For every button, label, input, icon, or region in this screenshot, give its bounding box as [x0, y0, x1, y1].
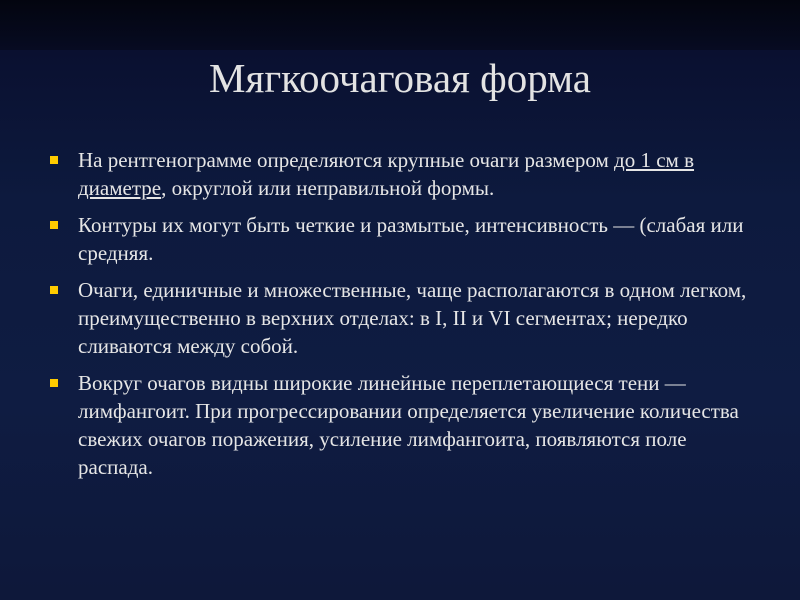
bullet-text-1-underlined: до 1 см в диаметре	[78, 148, 695, 200]
bullet-item-1	[46, 146, 756, 202]
bullet-item-3	[46, 276, 756, 360]
bullet-text-2: Контуры их могут быть четкие и размытые, интенсивность — (слабая или средняя.	[78, 213, 744, 265]
square-bullet-icon	[50, 221, 58, 229]
top-band	[0, 0, 800, 50]
bullet-text-3: Очаги, единичные и множественные, чаще располагаются в одном легком, преимущественно в верхних отделах: в I, II и VI сегментах; нередко сливаются между собой.	[78, 278, 747, 358]
square-bullet-icon	[50, 379, 58, 387]
bullet-item-2	[46, 211, 756, 267]
square-bullet-icon	[50, 286, 58, 294]
bullet-text-1-pre: На рентгенограмме определяются крупные очаги размером	[78, 148, 615, 172]
bullet-text-1-post: , округлой или неправильной формы.	[161, 176, 495, 200]
bullet-list	[46, 146, 760, 490]
slide-title: Мягкоочаговая форма	[209, 55, 591, 101]
bullet-item-4	[46, 369, 760, 481]
square-bullet-icon	[50, 156, 58, 164]
bullet-text-4: Вокруг очагов видны широкие линейные переплетающиеся тени — лимфангоит. При прогрессировании определяется увеличение количества свежих очагов поражения, усиление лимфангоита, появляются поле распада.	[78, 371, 760, 479]
